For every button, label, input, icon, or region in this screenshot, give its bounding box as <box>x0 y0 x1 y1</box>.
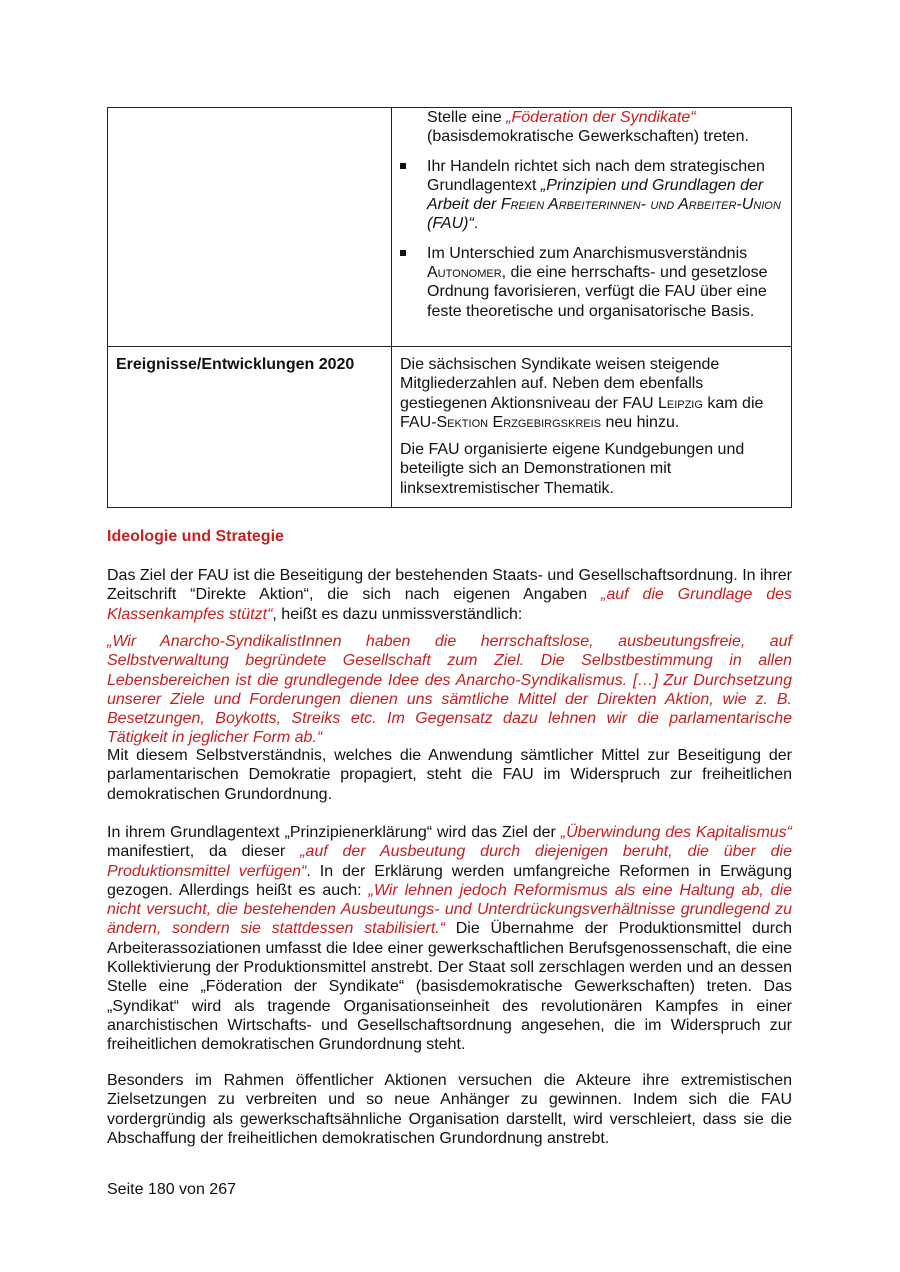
table-cell-content <box>392 347 792 508</box>
bullet-square-icon <box>400 250 406 256</box>
red-quote: „Wir lehnen jedoch Reformismus als eine Haltung ab, die nicht versucht, die bestehenden Ausbeutungs- und Unterdrückungsverhältnisse grundlegend zu ändern, sondern sie stattdessen stabilisiert.“ <box>107 881 793 938</box>
page-number: Seite 180 von 267 <box>107 1181 236 1198</box>
table-cell-empty <box>108 108 392 347</box>
red-quote: „auf die Grundlage des Klassenkampfes stützt“ <box>107 586 792 623</box>
table-row <box>108 108 792 347</box>
list-item: Ihr Handeln richtet sich nach dem strategischen Grundlagentext „Prinzipien und Grundlagen der Arbeit der Freien Arbeiterinnen- und Arbeiter-Union (FAU)“. <box>400 157 783 234</box>
continued-text: Stelle eine „Föderation der Syndikate“ (basisdemokratische Gewerkschaften) treten. <box>427 109 749 146</box>
list-item: Im Unterschied zum Anarchismusverständnis Autonomer, die eine herrschafts- und gesetzlose Ordnung favorisieren, verfügt die FAU über eine feste theoretische und organisatorische Basis. <box>400 244 783 321</box>
red-quote: „Föderation der Syndikate“ <box>506 109 696 126</box>
bullet-list <box>400 157 783 321</box>
section-heading: Ideologie und Strategie <box>107 528 284 545</box>
row-label: Ereignisse/Entwicklungen 2020 <box>116 356 355 373</box>
paragraph: In ihrem Grundlagentext „Prinzipienerklärung“ wird das Ziel der „Überwindung des Kapitalismus“ manifestiert, da dieser „auf der Ausbeutung durch diejenigen beruht, die über die Produktionsmittel verfügen“. In der Erklärung werden umfangreiche Reformen in Erwägung gezogen. Allerdings heißt es auch: „Wir lehnen jedoch Reformismus als eine Haltung ab, die nicht versucht, die bestehenden Ausbeutungs- und Unterdrückungsverhältnisse grundlegend zu ändern, sondern sie stattdessen stabilisiert.“ Die Übernahme der Produktionsmittel durch Arbeiterassoziationen umfasst die Idee einer gewerkschaftlichen Berufsgenossenschaft, die eine Kollektivierung der Produktionsmittel anstrebt. Der Staat soll zerschlagen werden und an dessen Stelle eine „Föderation der Syndikate“ (basisdemokratische Gewerkschaften) treten. Das „Syndikat“ wird als tragende Organisationseinheit des revolutionären Kampfes in einer anarchistischen Wirtschafts- und Gesellschaftsordnung angesehen, die im Widerspruch zur freiheitlichen demokratischen Grundordnung steht. <box>107 824 793 1054</box>
table-row <box>108 347 792 508</box>
block-quote: „Wir Anarcho-SyndikalistInnen haben die herrschaftslose, ausbeutungsfreie, auf Selbstverwaltung begründete Gesellschaft zum Ziel. Die Selbstbestimmung in allen Lebensbereichen ist die grundlegende Idee des Anarcho-Syndikalismus. […] Zur Durchsetzung unserer Ziele und Forderungen dienen uns sämtliche Mittel der Direkten Aktion, wie z. B. Besetzungen, Boykotts, Streiks etc. Im Gegensatz dazu lehnen wir die parlamentarische Tätigkeit in jeglicher Form ab.“ <box>107 633 792 747</box>
paragraph: Das Ziel der FAU ist die Beseitigung der bestehenden Staats- und Gesellschaftsordnung. In ihrer Zeitschrift “Direkte Aktion“, die sich nach eigenen Angaben „auf die Grundlage des Klassenkampfes stützt“, heißt es dazu unmissverständlich: <box>107 567 792 623</box>
cell-paragraph: Die FAU organisierte eigene Kundgebungen und beteiligte sich an Demonstrationen mit linksextremistischer Thematik. <box>400 441 745 497</box>
paragraph: Besonders im Rahmen öffentlicher Aktionen versuchen die Akteure ihre extremistischen Zielsetzungen zu verbreiten und so neue Anhänger zu gewinnen. Indem sich die FAU vordergründig als gewerkschaftsähnliche Organisation darstellt, wird verschleiert, dass sie die Abschaffung der freiheitlichen demokratischen Grundordnung anstrebt. <box>107 1072 792 1147</box>
info-table <box>107 107 792 508</box>
red-quote: „Überwindung des Kapitalismus“ <box>560 824 792 841</box>
red-quote: „auf der Ausbeutung durch diejenigen beruht, die über die Produktionsmittel verfügen“ <box>107 843 792 880</box>
table-cell-content <box>392 108 792 347</box>
paragraph: Mit diesem Selbstverständnis, welches die Anwendung sämtlicher Mittel zur Beseitigung der parlamentarischen Demokratie propagiert, steht die FAU im Widerspruch zur freiheitlichen demokratischen Grundordnung. <box>107 747 792 803</box>
table-cell-label <box>108 347 392 508</box>
cell-paragraph: Die sächsischen Syndikate weisen steigende Mitgliederzahlen auf. Neben dem ebenfalls gestiegenen Aktionsniveau der FAU Leipzig kam die FAU-Sektion Erzgebirgskreis neu hinzu. <box>400 356 764 431</box>
bullet-square-icon <box>400 163 406 169</box>
